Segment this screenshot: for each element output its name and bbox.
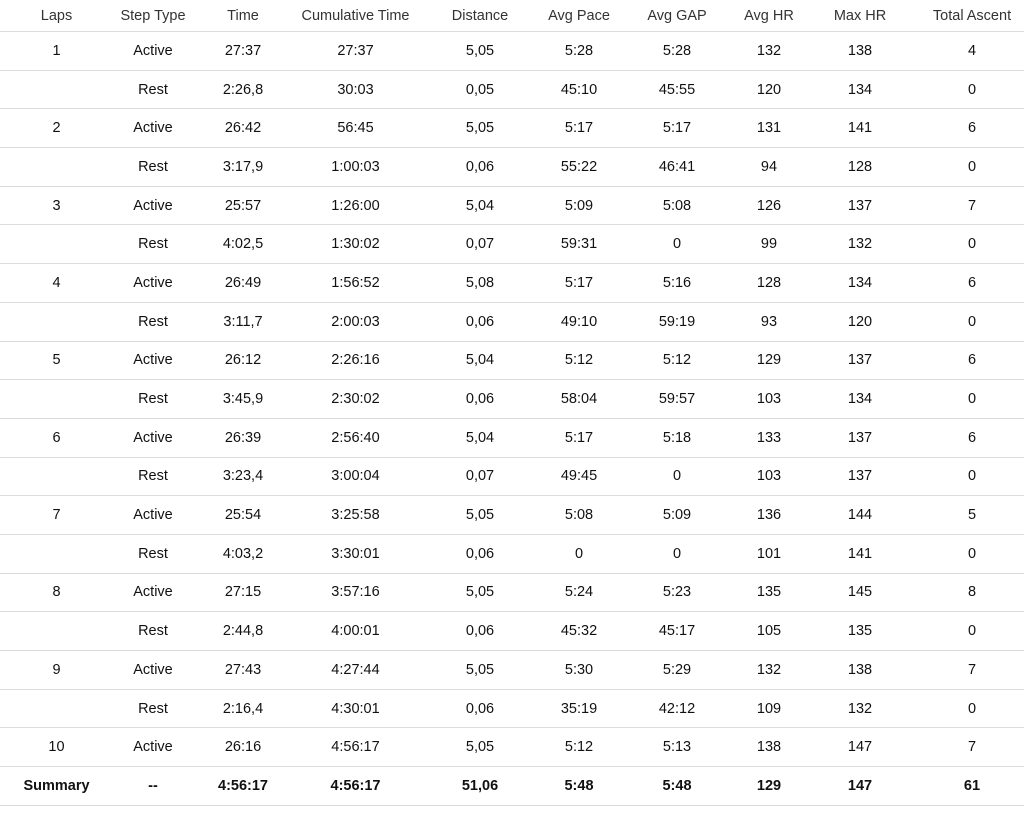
cell-avg-gap: 45:17 (616, 612, 738, 651)
cell-lap-number: 4 (0, 264, 113, 303)
cell-distance: 5,08 (418, 264, 542, 303)
cell-avg-pace: 45:32 (542, 612, 616, 651)
summary-total-ascent: 61 (920, 767, 1024, 806)
cell-total-ascent: 6 (920, 418, 1024, 457)
cell-step-type: Rest (113, 302, 193, 341)
header-step-type: Step Type (113, 0, 193, 32)
cell-distance: 0,06 (418, 534, 542, 573)
cell-lap-number (0, 70, 113, 109)
cell-lap-number: 5 (0, 341, 113, 380)
cell-lap-number (0, 534, 113, 573)
cell-avg-gap: 45:55 (616, 70, 738, 109)
cell-distance: 0,06 (418, 148, 542, 187)
summary-step-type: -- (113, 767, 193, 806)
cell-avg-hr: 109 (738, 689, 800, 728)
cell-lap-number (0, 457, 113, 496)
summary-time: 4:56:17 (193, 767, 293, 806)
cell-step-type: Rest (113, 612, 193, 651)
cell-avg-gap: 0 (616, 225, 738, 264)
cell-total-ascent: 6 (920, 264, 1024, 303)
cell-time: 26:39 (193, 418, 293, 457)
cell-max-hr: 128 (800, 148, 920, 187)
cell-lap-number: 10 (0, 728, 113, 767)
cell-avg-pace: 5:17 (542, 109, 616, 148)
cell-avg-gap: 5:29 (616, 651, 738, 690)
cell-lap-number: 6 (0, 418, 113, 457)
cell-step-type: Rest (113, 70, 193, 109)
cell-cumulative-time: 2:00:03 (293, 302, 418, 341)
cell-step-type: Rest (113, 225, 193, 264)
cell-avg-pace: 5:08 (542, 496, 616, 535)
cell-time: 4:02,5 (193, 225, 293, 264)
cell-avg-pace: 5:24 (542, 573, 616, 612)
cell-step-type: Active (113, 341, 193, 380)
cell-total-ascent: 7 (920, 651, 1024, 690)
cell-avg-gap: 0 (616, 534, 738, 573)
cell-max-hr: 120 (800, 302, 920, 341)
cell-cumulative-time: 56:45 (293, 109, 418, 148)
cell-total-ascent: 0 (920, 148, 1024, 187)
cell-max-hr: 132 (800, 225, 920, 264)
cell-distance: 5,04 (418, 341, 542, 380)
cell-avg-hr: 132 (738, 32, 800, 71)
cell-time: 3:17,9 (193, 148, 293, 187)
table-row (0, 225, 1024, 264)
cell-avg-hr: 131 (738, 109, 800, 148)
header-total-ascent: Total Ascent (920, 0, 1024, 32)
cell-max-hr: 135 (800, 612, 920, 651)
cell-distance: 0,07 (418, 225, 542, 264)
header-time: Time (193, 0, 293, 32)
cell-step-type: Active (113, 264, 193, 303)
cell-total-ascent: 0 (920, 302, 1024, 341)
cell-avg-hr: 126 (738, 186, 800, 225)
cell-avg-hr: 132 (738, 651, 800, 690)
summary-label: Summary (0, 767, 113, 806)
cell-step-type: Active (113, 32, 193, 71)
cell-total-ascent: 6 (920, 341, 1024, 380)
cell-max-hr: 144 (800, 496, 920, 535)
cell-max-hr: 134 (800, 70, 920, 109)
header-row (0, 0, 1024, 32)
cell-avg-pace: 49:45 (542, 457, 616, 496)
cell-lap-number: 9 (0, 651, 113, 690)
cell-avg-gap: 5:18 (616, 418, 738, 457)
cell-avg-hr: 93 (738, 302, 800, 341)
cell-avg-pace: 5:28 (542, 32, 616, 71)
cell-total-ascent: 0 (920, 612, 1024, 651)
cell-lap-number: 1 (0, 32, 113, 71)
cell-time: 27:43 (193, 651, 293, 690)
cell-step-type: Active (113, 186, 193, 225)
cell-time: 3:45,9 (193, 380, 293, 419)
cell-lap-number (0, 612, 113, 651)
cell-step-type: Rest (113, 457, 193, 496)
laps-table-body (0, 32, 1024, 767)
summary-avg-pace: 5:48 (542, 767, 616, 806)
cell-avg-pace: 5:09 (542, 186, 616, 225)
cell-time: 26:42 (193, 109, 293, 148)
cell-distance: 0,06 (418, 380, 542, 419)
cell-max-hr: 134 (800, 380, 920, 419)
cell-lap-number: 2 (0, 109, 113, 148)
cell-avg-hr: 120 (738, 70, 800, 109)
cell-time: 3:11,7 (193, 302, 293, 341)
cell-lap-number (0, 380, 113, 419)
cell-step-type: Active (113, 496, 193, 535)
cell-avg-hr: 94 (738, 148, 800, 187)
cell-total-ascent: 7 (920, 728, 1024, 767)
cell-cumulative-time: 27:37 (293, 32, 418, 71)
cell-total-ascent: 4 (920, 32, 1024, 71)
cell-total-ascent: 6 (920, 109, 1024, 148)
cell-lap-number (0, 225, 113, 264)
cell-avg-pace: 35:19 (542, 689, 616, 728)
cell-step-type: Active (113, 728, 193, 767)
cell-avg-pace: 49:10 (542, 302, 616, 341)
cell-max-hr: 137 (800, 457, 920, 496)
header-avg-pace: Avg Pace (542, 0, 616, 32)
summary-avg-hr: 129 (738, 767, 800, 806)
table-row (0, 186, 1024, 225)
table-row (0, 341, 1024, 380)
cell-avg-pace: 59:31 (542, 225, 616, 264)
cell-cumulative-time: 4:56:17 (293, 728, 418, 767)
cell-avg-gap: 59:57 (616, 380, 738, 419)
cell-step-type: Active (113, 418, 193, 457)
cell-time: 2:44,8 (193, 612, 293, 651)
cell-avg-gap: 42:12 (616, 689, 738, 728)
table-row (0, 573, 1024, 612)
cell-max-hr: 145 (800, 573, 920, 612)
header-laps: Laps (0, 0, 113, 32)
cell-avg-pace: 58:04 (542, 380, 616, 419)
cell-avg-pace: 0 (542, 534, 616, 573)
cell-cumulative-time: 3:25:58 (293, 496, 418, 535)
cell-lap-number (0, 689, 113, 728)
cell-max-hr: 132 (800, 689, 920, 728)
cell-total-ascent: 5 (920, 496, 1024, 535)
cell-distance: 5,05 (418, 651, 542, 690)
cell-distance: 5,05 (418, 496, 542, 535)
cell-step-type: Rest (113, 689, 193, 728)
cell-time: 2:16,4 (193, 689, 293, 728)
cell-lap-number (0, 148, 113, 187)
cell-total-ascent: 0 (920, 380, 1024, 419)
cell-avg-hr: 136 (738, 496, 800, 535)
cell-cumulative-time: 3:57:16 (293, 573, 418, 612)
table-row (0, 32, 1024, 71)
cell-step-type: Rest (113, 380, 193, 419)
cell-distance: 5,04 (418, 186, 542, 225)
cell-distance: 5,05 (418, 573, 542, 612)
cell-max-hr: 138 (800, 32, 920, 71)
cell-cumulative-time: 1:56:52 (293, 264, 418, 303)
cell-avg-pace: 5:12 (542, 341, 616, 380)
cell-time: 26:16 (193, 728, 293, 767)
cell-avg-hr: 129 (738, 341, 800, 380)
cell-avg-hr: 135 (738, 573, 800, 612)
cell-avg-gap: 5:28 (616, 32, 738, 71)
table-row (0, 457, 1024, 496)
cell-avg-hr: 99 (738, 225, 800, 264)
summary-avg-gap: 5:48 (616, 767, 738, 806)
table-row (0, 264, 1024, 303)
table-row (0, 302, 1024, 341)
table-row (0, 496, 1024, 535)
cell-distance: 0,07 (418, 457, 542, 496)
cell-distance: 0,06 (418, 612, 542, 651)
cell-time: 4:03,2 (193, 534, 293, 573)
cell-max-hr: 138 (800, 651, 920, 690)
cell-max-hr: 137 (800, 186, 920, 225)
cell-time: 25:54 (193, 496, 293, 535)
cell-max-hr: 141 (800, 534, 920, 573)
cell-lap-number: 7 (0, 496, 113, 535)
header-distance: Distance (418, 0, 542, 32)
cell-avg-pace: 5:17 (542, 264, 616, 303)
cell-lap-number: 8 (0, 573, 113, 612)
summary-cumulative-time: 4:56:17 (293, 767, 418, 806)
cell-total-ascent: 0 (920, 70, 1024, 109)
cell-avg-hr: 101 (738, 534, 800, 573)
cell-avg-gap: 5:17 (616, 109, 738, 148)
cell-avg-gap: 46:41 (616, 148, 738, 187)
cell-avg-gap: 59:19 (616, 302, 738, 341)
cell-cumulative-time: 4:00:01 (293, 612, 418, 651)
cell-avg-pace: 5:17 (542, 418, 616, 457)
cell-distance: 0,06 (418, 302, 542, 341)
summary-distance: 51,06 (418, 767, 542, 806)
table-row (0, 612, 1024, 651)
header-avg-hr: Avg HR (738, 0, 800, 32)
cell-cumulative-time: 1:26:00 (293, 186, 418, 225)
summary-row (0, 767, 1024, 806)
cell-avg-pace: 45:10 (542, 70, 616, 109)
cell-time: 3:23,4 (193, 457, 293, 496)
cell-cumulative-time: 3:00:04 (293, 457, 418, 496)
summary-max-hr: 147 (800, 767, 920, 806)
cell-total-ascent: 0 (920, 534, 1024, 573)
cell-avg-gap: 0 (616, 457, 738, 496)
table-row (0, 70, 1024, 109)
cell-avg-hr: 103 (738, 380, 800, 419)
cell-avg-pace: 5:30 (542, 651, 616, 690)
cell-cumulative-time: 3:30:01 (293, 534, 418, 573)
cell-distance: 5,05 (418, 728, 542, 767)
cell-avg-hr: 138 (738, 728, 800, 767)
cell-avg-hr: 105 (738, 612, 800, 651)
cell-cumulative-time: 2:26:16 (293, 341, 418, 380)
cell-avg-hr: 103 (738, 457, 800, 496)
cell-total-ascent: 8 (920, 573, 1024, 612)
table-row (0, 380, 1024, 419)
cell-step-type: Rest (113, 148, 193, 187)
cell-lap-number (0, 302, 113, 341)
cell-avg-gap: 5:13 (616, 728, 738, 767)
cell-avg-pace: 55:22 (542, 148, 616, 187)
table-row (0, 534, 1024, 573)
cell-step-type: Active (113, 651, 193, 690)
header-avg-gap: Avg GAP (616, 0, 738, 32)
cell-cumulative-time: 2:30:02 (293, 380, 418, 419)
cell-avg-gap: 5:09 (616, 496, 738, 535)
cell-step-type: Rest (113, 534, 193, 573)
cell-max-hr: 141 (800, 109, 920, 148)
cell-avg-gap: 5:12 (616, 341, 738, 380)
table-row (0, 148, 1024, 187)
table-row (0, 109, 1024, 148)
table-row (0, 728, 1024, 767)
cell-time: 27:15 (193, 573, 293, 612)
cell-total-ascent: 7 (920, 186, 1024, 225)
cell-time: 26:12 (193, 341, 293, 380)
cell-distance: 0,05 (418, 70, 542, 109)
cell-step-type: Active (113, 109, 193, 148)
cell-max-hr: 147 (800, 728, 920, 767)
cell-cumulative-time: 1:00:03 (293, 148, 418, 187)
cell-total-ascent: 0 (920, 689, 1024, 728)
cell-cumulative-time: 4:30:01 (293, 689, 418, 728)
cell-avg-pace: 5:12 (542, 728, 616, 767)
cell-total-ascent: 0 (920, 225, 1024, 264)
cell-time: 2:26,8 (193, 70, 293, 109)
cell-distance: 0,06 (418, 689, 542, 728)
cell-time: 27:37 (193, 32, 293, 71)
cell-avg-gap: 5:08 (616, 186, 738, 225)
cell-time: 26:49 (193, 264, 293, 303)
cell-cumulative-time: 30:03 (293, 70, 418, 109)
cell-distance: 5,05 (418, 32, 542, 71)
cell-cumulative-time: 4:27:44 (293, 651, 418, 690)
header-max-hr: Max HR (800, 0, 920, 32)
cell-step-type: Active (113, 573, 193, 612)
cell-time: 25:57 (193, 186, 293, 225)
cell-max-hr: 137 (800, 341, 920, 380)
cell-avg-hr: 133 (738, 418, 800, 457)
cell-avg-gap: 5:16 (616, 264, 738, 303)
cell-max-hr: 134 (800, 264, 920, 303)
cell-distance: 5,05 (418, 109, 542, 148)
header-cumulative-time: Cumulative Time (293, 0, 418, 32)
cell-avg-hr: 128 (738, 264, 800, 303)
cell-avg-gap: 5:23 (616, 573, 738, 612)
table-row (0, 651, 1024, 690)
cell-lap-number: 3 (0, 186, 113, 225)
cell-cumulative-time: 2:56:40 (293, 418, 418, 457)
table-row (0, 689, 1024, 728)
table-row (0, 418, 1024, 457)
cell-max-hr: 137 (800, 418, 920, 457)
cell-distance: 5,04 (418, 418, 542, 457)
cell-total-ascent: 0 (920, 457, 1024, 496)
cell-cumulative-time: 1:30:02 (293, 225, 418, 264)
